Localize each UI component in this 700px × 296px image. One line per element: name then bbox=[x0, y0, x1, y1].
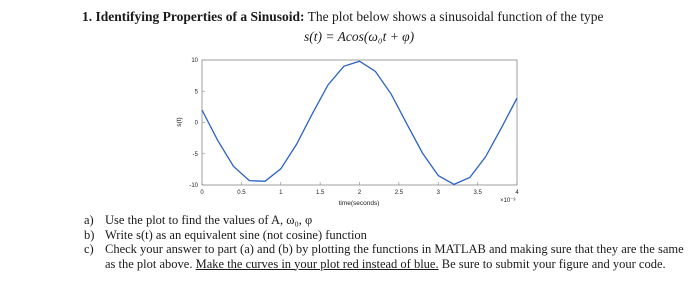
question-text: Write s(t) as an equivalent sine (not cosine) function bbox=[105, 227, 367, 242]
sinusoid-formula: s(t) = Acos(ω₀t + φ) bbox=[304, 29, 415, 44]
question-a bbox=[84, 213, 684, 228]
question-text: Check your answer to part (a) and (b) by plotting the functions in MATLAB and making sure that they are the same as the plot above. bbox=[105, 242, 684, 271]
x-tick-label: 3.5 bbox=[473, 190, 482, 196]
underlined-instruction: Make the curves in your plot red instead of blue. bbox=[195, 256, 439, 271]
y-tick-label: 5 bbox=[194, 89, 198, 96]
question-text-end: Be sure to submit your figure and your code. bbox=[441, 256, 666, 271]
question-label: c) bbox=[84, 242, 94, 256]
x-tick-label: 2 bbox=[357, 190, 362, 196]
question-label: b) bbox=[84, 227, 95, 242]
question-text: Use the plot to find the values of A, ω₀, φ bbox=[105, 213, 313, 227]
y-axis-label: s(t) bbox=[176, 117, 183, 127]
x-tick-label: 0 bbox=[200, 190, 204, 196]
question-list bbox=[84, 213, 684, 271]
question-b bbox=[84, 228, 684, 243]
question-label: a) bbox=[84, 213, 94, 227]
problem-number: 1. bbox=[82, 9, 93, 24]
x-axis-exponent: ×10⁻³ bbox=[500, 198, 516, 204]
y-tick-label: -5 bbox=[192, 151, 198, 158]
y-tick-label: -10 bbox=[189, 183, 198, 189]
x-axis-label: time(seconds) bbox=[338, 200, 380, 207]
x-tick-label: 0.5 bbox=[237, 190, 246, 196]
x-tick-label: 3 bbox=[436, 190, 440, 196]
plot-area bbox=[202, 60, 517, 185]
question-c bbox=[84, 242, 684, 271]
x-tick-label: 1.5 bbox=[315, 190, 325, 196]
y-tick-label: 10 bbox=[191, 58, 198, 64]
x-tick-label: 1 bbox=[279, 190, 283, 196]
problem-title: Identifying Properties of a Sinusoid: bbox=[95, 9, 305, 24]
problem-intro: The plot below shows a sinusoidal function of the type bbox=[307, 9, 604, 24]
y-tick-label: 0 bbox=[194, 120, 198, 127]
x-tick-label: 2.5 bbox=[394, 190, 404, 196]
x-tick-label: 4 bbox=[515, 190, 519, 196]
